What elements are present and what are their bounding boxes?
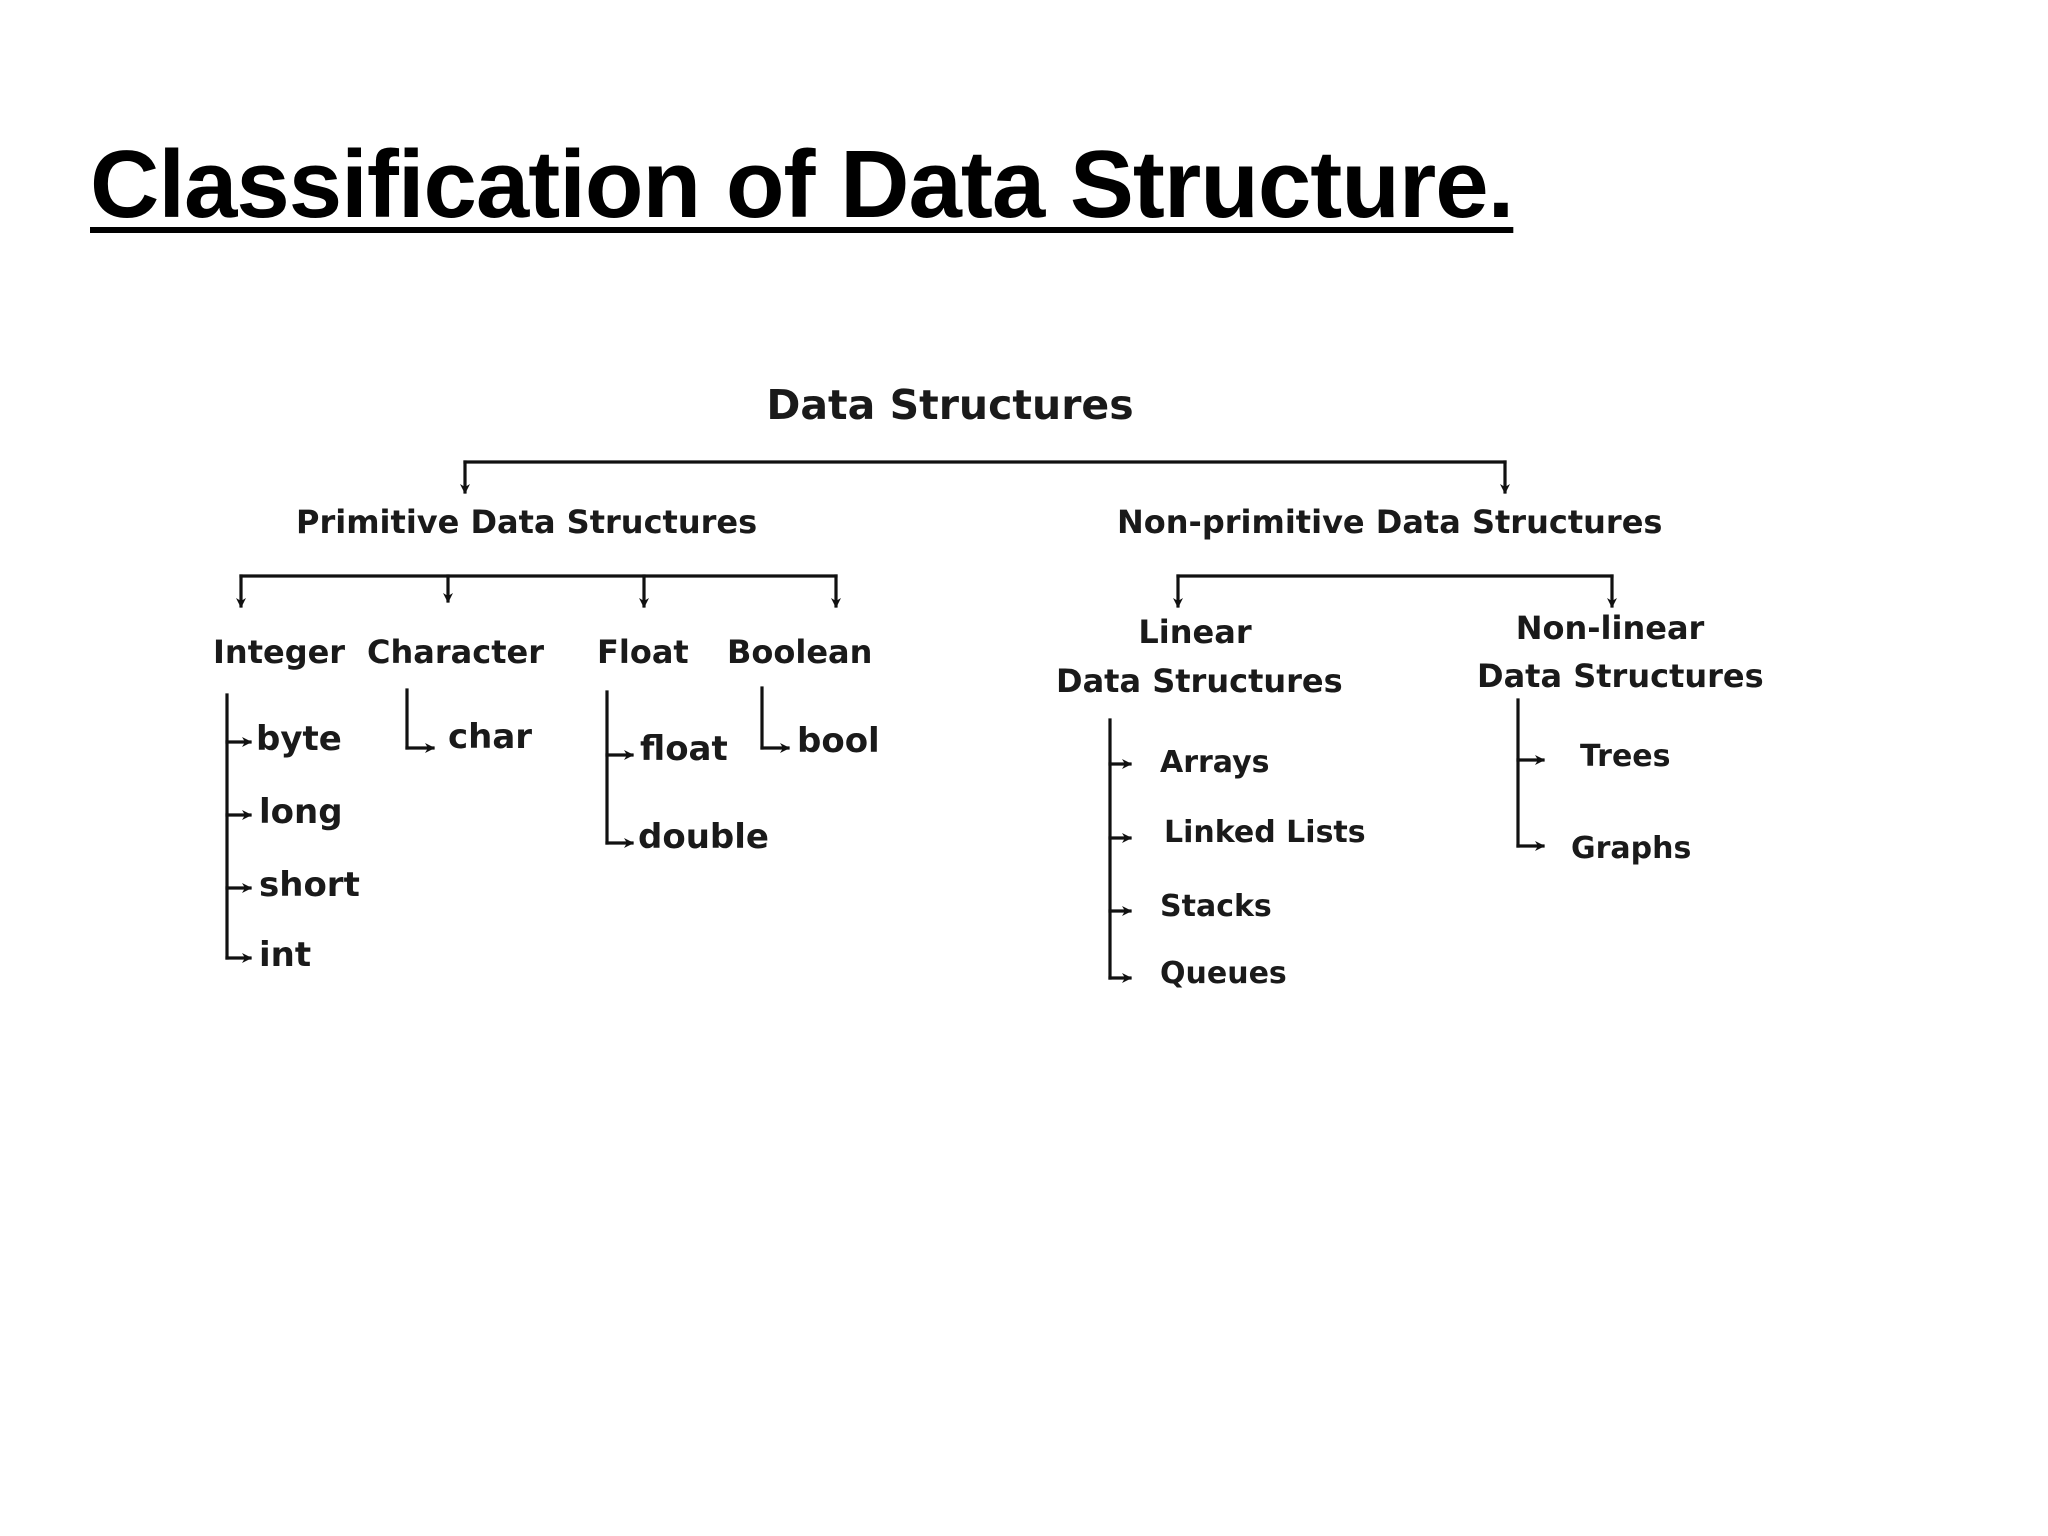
slide-title: Classification of Data Structure. bbox=[90, 131, 1514, 238]
primitive-branch-connector bbox=[241, 576, 836, 606]
non-linear-children-connector bbox=[1518, 700, 1543, 846]
primitive-node: Primitive Data Structures bbox=[296, 503, 758, 541]
non-linear-node-line2: Data Structures bbox=[1477, 657, 1764, 695]
character-node: Character bbox=[367, 633, 544, 671]
character-children-connector bbox=[407, 690, 433, 748]
integer-item-long: long bbox=[259, 792, 343, 832]
linear-item-linked-lists: Linked Lists bbox=[1164, 815, 1366, 850]
integer-item-byte: byte bbox=[256, 719, 342, 759]
linear-item-queues: Queues bbox=[1160, 956, 1287, 991]
boolean-item-bool: bool bbox=[797, 721, 880, 761]
boolean-node: Boolean bbox=[727, 633, 873, 671]
root-node: Data Structures bbox=[766, 381, 1134, 429]
linear-children-connector bbox=[1110, 720, 1130, 978]
integer-item-short: short bbox=[259, 865, 360, 905]
non-linear-item-graphs: Graphs bbox=[1571, 831, 1692, 866]
linear-node-line1: Linear bbox=[1138, 613, 1252, 651]
float-item-double: double bbox=[638, 817, 769, 857]
non-primitive-branch-connector bbox=[1178, 576, 1612, 606]
linear-item-stacks: Stacks bbox=[1160, 889, 1272, 924]
linear-item-arrays: Arrays bbox=[1160, 745, 1270, 780]
float-node: Float bbox=[597, 633, 689, 671]
integer-item-int: int bbox=[259, 935, 312, 975]
float-children-connector bbox=[607, 692, 632, 843]
float-item-float: float bbox=[640, 729, 728, 769]
integer-children-connector bbox=[227, 695, 250, 958]
non-linear-item-trees: Trees bbox=[1580, 739, 1671, 774]
character-item-char: char bbox=[448, 717, 533, 757]
non-primitive-node: Non-primitive Data Structures bbox=[1117, 503, 1663, 541]
integer-node: Integer bbox=[213, 633, 346, 671]
root-branch-connector bbox=[465, 462, 1505, 492]
boolean-children-connector bbox=[762, 688, 788, 748]
non-linear-node-line1: Non-linear bbox=[1515, 609, 1705, 647]
linear-node-line2: Data Structures bbox=[1056, 662, 1343, 700]
